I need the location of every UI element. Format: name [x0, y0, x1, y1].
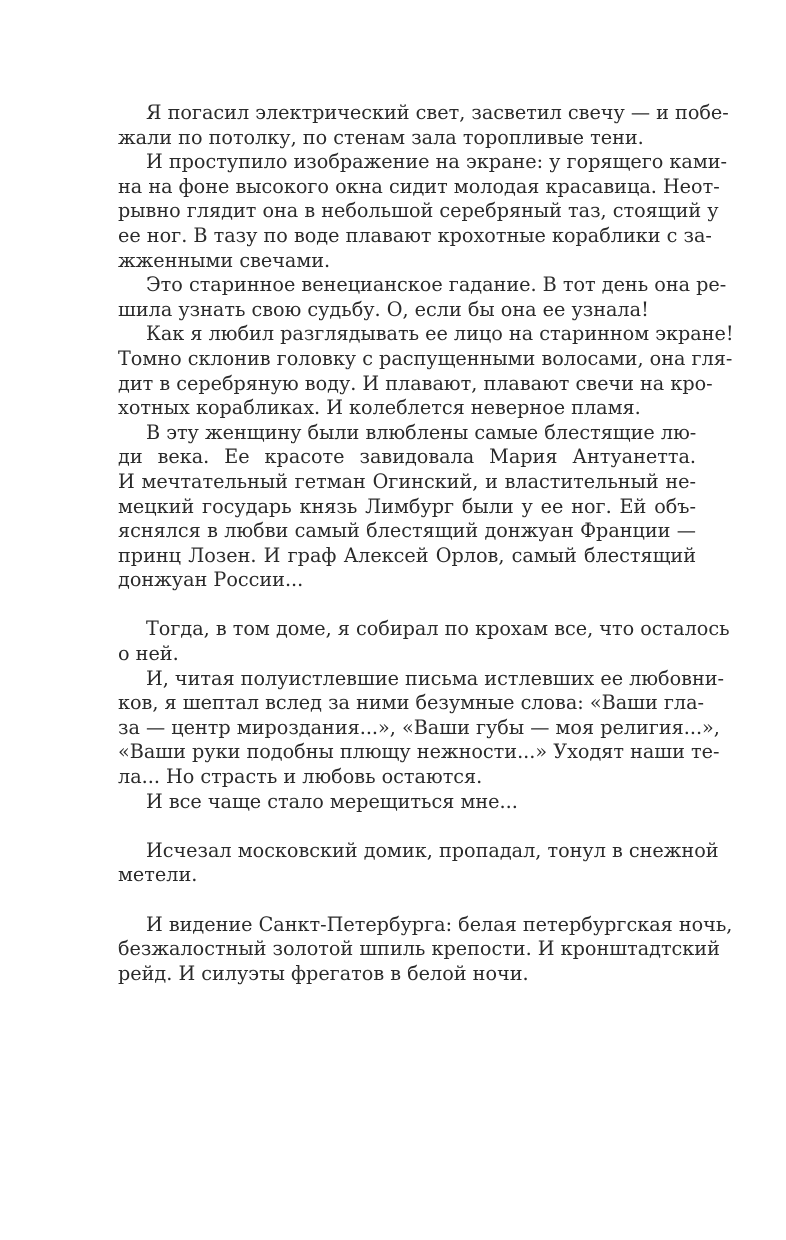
text-line: В эту женщину были влюблены самые блестящие лю-	[146, 420, 697, 444]
text-line: за — центр мироздания...», «Ваши губы — моя религия...»,	[118, 715, 720, 739]
text-line: рывно глядит она в небольшой серебряный таз, стоящий у	[118, 199, 719, 223]
paragraph	[118, 150, 728, 273]
paragraph	[118, 273, 727, 322]
text-line: ди века. Ее красоте завидовала Мария Антуанетта.	[118, 445, 696, 469]
text-line: ее ног. В тазу по воде плавают крохотные кораблики с за-	[118, 223, 712, 247]
paragraph	[118, 790, 696, 815]
paragraph	[118, 838, 719, 888]
text-line: о ней.	[118, 642, 179, 666]
text-line: хотных корабликах. И колеблется неверное пламя.	[118, 396, 641, 420]
section-break	[118, 814, 696, 839]
text-line: И видение Санкт-Петербурга: белая петербургская ночь,	[146, 912, 733, 936]
text-line: И все чаще стало мерещиться мне...	[146, 789, 518, 813]
paragraph	[118, 617, 730, 666]
text-line: шила узнать свою судьбу. О, если бы она ее узнала!	[118, 297, 649, 321]
paragraph	[118, 912, 733, 987]
section-break	[118, 888, 696, 913]
paragraph	[118, 666, 725, 790]
text-line: Это старинное венецианское гадание. В тот день она ре-	[146, 273, 727, 297]
book-page	[118, 101, 734, 986]
paragraph	[118, 421, 696, 593]
text-line: рейд. И силуэты фрегатов в белой ночи.	[118, 961, 529, 985]
text-line: Как я любил разглядывать ее лицо на старинном экране!	[146, 322, 734, 346]
text-line: И проступило изображение на экране: у горящего ками-	[146, 150, 728, 174]
text-line: метели.	[118, 863, 198, 887]
paragraph	[118, 322, 734, 420]
text-line: жали по потолку, по стенам зала торопливые тени.	[118, 125, 644, 149]
text-line: дит в серебряную воду. И плавают, плавают свечи на кро-	[118, 371, 713, 395]
text-line: ков, я шептал вслед за ними безумные слова: «Ваши гла-	[118, 691, 705, 715]
text-line: И, читая полуистлевшие письма истлевших ее любовни-	[146, 666, 725, 690]
text-line: Я погасил электрический свет, засветил свечу — и побе-	[146, 101, 729, 124]
paragraph	[118, 101, 729, 150]
section-break	[118, 593, 696, 618]
text-line: жженными свечами.	[118, 248, 331, 272]
text-line: безжалостный золотой шпиль крепости. И кронштадтский	[118, 937, 720, 961]
text-line: «Ваши руки подобны плющу нежности...» Уходят наши те-	[118, 740, 720, 764]
text-line: яснялся в любви самый блестящий донжуан Франции —	[118, 519, 696, 543]
text-line: Исчезал московский домик, пропадал, тонул в снежной	[146, 838, 719, 862]
text-line: принц Лозен. И граф Алексей Орлов, самый блестящий	[118, 543, 696, 567]
text-line: Тогда, в том доме, я собирал по крохам все, что осталось	[146, 617, 730, 641]
text-line: И мечтательный гетман Огинский, и властительный не-	[118, 469, 696, 493]
text-line: мецкий государь князь Лимбург были у ее ног. Ей объ-	[118, 494, 696, 518]
text-line: на на фоне высокого окна сидит молодая красавица. Неот-	[118, 174, 720, 198]
text-line: ла... Но страсть и любовь остаются.	[118, 765, 483, 789]
text-line: донжуан России...	[118, 568, 304, 592]
text-line: Томно склонив головку с распущенными волосами, она гля-	[118, 346, 733, 370]
